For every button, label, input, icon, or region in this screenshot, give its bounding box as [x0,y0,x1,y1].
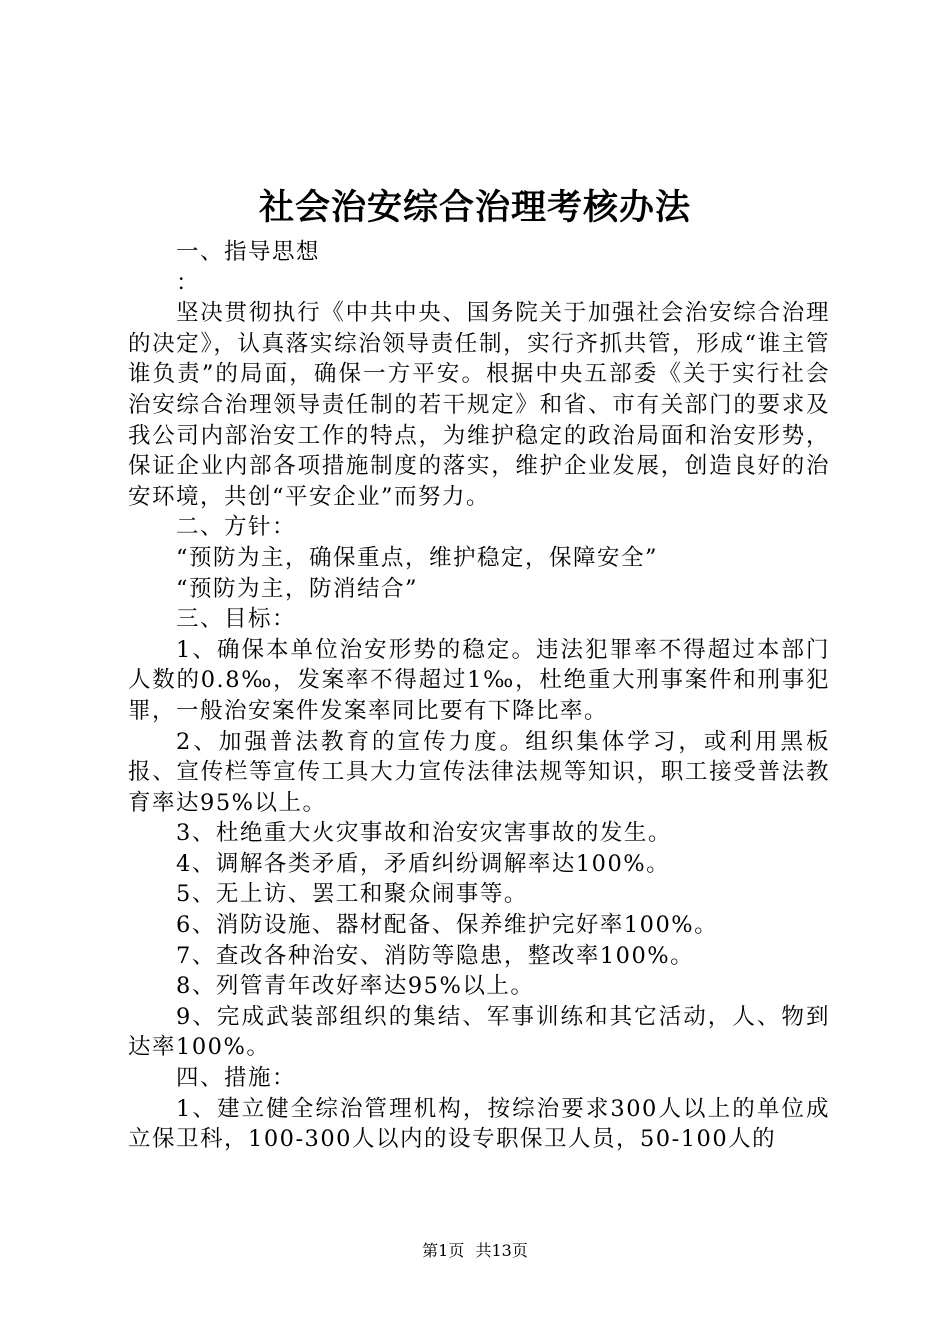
goal-item-3: 3、杜绝重大火灾事故和治安灾害事故的发生。 [176,820,672,847]
goal-item-5: 5、无上访、罢工和聚众闹事等。 [176,881,528,908]
goal-item-8: 8、列管青年改好率达95%以上。 [176,973,535,1000]
goal-item-6: 6、消防设施、器材配备、保养维护完好率100%。 [176,912,719,939]
section-heading-measures: 四、措施： [176,1065,297,1092]
guideline-paragraph: 坚决贯彻执行《中共中央、国务院关于加强社会治安综合治理的决定》，认真落实综治领导责任制，实行齐抓共管，形成“谁主管谁负责”的局面，确保一方平安。根据中央五部委《关于实行社会治安综合治理领导责任制的若干规定》和省、市有关部门的要求及我公司内部治安工作的特点，为维护稳定的政治局面和治安形势，保证企业内部各项措施制度的落实，维护企业发展，创造良好的治安环境，共创“平安企业”而努力。 [128,300,830,510]
document-title: 社会治安综合治理考核办法 [258,187,691,228]
goal-item-9: 9、完成武装部组织的集结、军事训练和其它活动，人、物到达率100%。 [128,1003,830,1061]
goal-item-1: 1、确保本单位治安形势的稳定。违法犯罪率不得超过本部门人数的0.8‰，发案率不得超过1‰，杜绝重大刑事案件和刑事犯罪，一般治安案件发案率同比要有下降比率。 [128,636,830,724]
measure-item-1: 1、建立健全综治管理机构，按综治要求300人以上的单位成立保卫科，100-300人以内的设专职保卫人员，50-100人的 [128,1095,830,1153]
document-body [128,237,830,1155]
goal-item-2: 2、加强普法教育的宣传力度。组织集体学习，或利用黑板报、宣传栏等宣传工具大力宣传法律法规等知识，职工接受普法教育率达95%以上。 [128,728,830,816]
section-heading-goals: 三、目标： [176,606,297,633]
policy-line-2: “预防为主，防消结合” [176,575,419,602]
policy-line-1: “预防为主，确保重点，维护稳定，保障安全” [176,544,659,571]
goal-item-4: 4、调解各类矛盾，矛盾纠纷调解率达100%。 [176,850,671,877]
section-heading-guideline: 一、指导思想 [176,239,321,265]
guideline-colon: ： [176,269,201,296]
goal-item-7: 7、查改各种治安、消防等隐患，整改率100%。 [176,942,695,969]
page-number: 第1页 [422,1241,465,1260]
page-footer [0,1240,950,1262]
section-heading-policy: 二、方针： [176,514,297,541]
page-total: 共13页 [475,1241,528,1260]
